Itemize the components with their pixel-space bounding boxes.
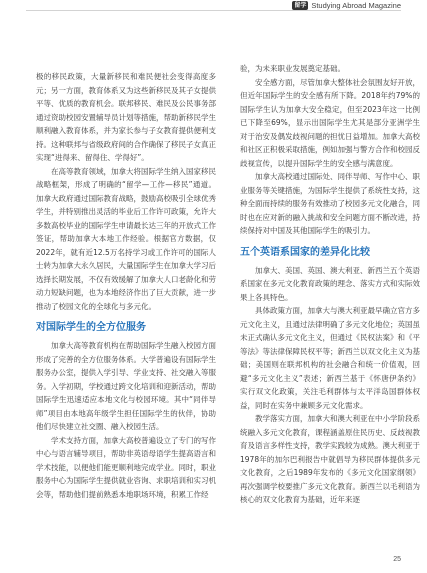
paragraph: 验，为未来职业发展奠定基础。	[240, 64, 345, 73]
left-column	[36, 70, 216, 501]
paragraph: 加拿大高等教育机构在帮助国际学生融入校园方面形成了完善的全方位服务体系。大学普遍设有国际学生服务办公室，提供入学引导、学业支持、社交融入等服务。入学初期，学校通过跨文化培训和迎新活动，帮助国际学生迅速适应本地文化与校园环境。其中“同伴导师”项目由本地高年级学生担任国际学生的伙伴，协助他们尽快建立社交圈、融入校园生活。	[36, 341, 216, 431]
section-title: 五个英语系国家的差异化比较	[240, 246, 370, 258]
paragraph: 学术支持方面，加拿大高校普遍设立了专门的写作中心与语言辅导项目，帮助非英语母语学生提高语言和学术技能，以便他们能更顺利地完成学业。同时，职业服务中心为国际学生提供就业咨询、求职培训和实习机会等，帮助他们提前熟悉本地职场环境，积累工作经	[36, 435, 216, 499]
paragraph: 在高等教育领域，加拿大将国际学生纳入国家移民战略框架，形成了明确的“留学—工作—移民”通道。加拿大政府通过国际教育战略，鼓励高校吸引全球优秀学生，并特别推出灵活的毕业后工作许可政策，允许大多数高校毕业的国际学生申请最长达三年的开放式工作签证，帮助加拿大本地工作经验。根据官方数据，仅2022年，就有近12.5万名持学习或工作许可的国际人士转为加拿大永久居民，大量国际学生在加拿大学习后选择长期发展，不仅有效缓解了加拿大人口老龄化和劳动力短缺问题，也为本地经济作出了巨大贡献，进一步推动了校园文化的全球化与多元化。	[36, 166, 216, 311]
paragraph: 安全感方面，尽管加拿大整体社会氛围友好开放，但近年国际学生的安全感有所下降。2018年约79%的国际学生认为加拿大安全稳定，但至2023年这一比例已下降至69%，显示出国际学生尤其是部分亚洲学生对于治安及偶发歧视问题的担忧日益增加。加拿大高校和社区正积极采取措施，例如加强与警方合作和校园反歧视宣传，以提升国际学生的安全感与满意度。	[240, 77, 420, 168]
magazine-title: Studying Abroad Magazine	[311, 1, 401, 10]
magazine-header	[288, 1, 401, 10]
paragraph: 教学落实方面，加拿大和澳大利亚在中小学阶段系统融入多元文化教育，课程涵盖原住民历史、反歧视教育及语言多样性支持，教学实践较为成熟。澳大利亚于1978年的加尔巴利报告中就倡导为移民群体提供多元文化教育，之后1989年发布的《多元文化国家纲领》再次强调学校要推广多元文化教育。新西兰以毛利语为核心的双文化教育为基础，近年来逐	[240, 414, 420, 504]
paragraph: 极的移民政策，大量新移民和难民便社会变得高度多元；另一方面，教育体系又为这些新移民及其子女提供平等、优质的教育机会。联邦移民、难民及公民事务部通过资助校园安置辅导员计划等措施，帮助新移民学生顺利融入教育体系，并为家长参与子女教育提供便利支持。这种联邦与省级政府间的合作确保了移民子女真正实现“进得来、留得住、学得好”。	[36, 72, 216, 162]
paragraph: 加拿大、美国、英国、澳大利亚、新西兰五个英语系国家在多元文化教育政策的理念、落实方式和实际效果上各具特色。	[240, 265, 420, 302]
magazine-logo: 留学	[294, 2, 307, 9]
header-rule	[26, 10, 401, 11]
section-title: 对国际学生的全方位服务	[36, 322, 146, 333]
page-number: 25	[393, 556, 401, 563]
paragraph: 具体政策方面，加拿大与澳大利亚最早确立官方多元文化主义，且通过法律明确了多元文化地位；英国虽未正式确认多元文化主义，但通过《民权法案》和《平等法》等法律保障民权平等；新西兰以双文化主义为基础；美国则在联邦机构的社会融合和统一价值观，回避“多元文化主义”表述；新西兰基于《怀唐伊条约》实行双文化政策，关注毛利群体与太平洋岛国群体权益，同时在实务中兼顾多元文化需求。	[240, 306, 420, 410]
right-column	[240, 62, 420, 507]
paragraph: 加拿大高校通过国际处、同伴导师、写作中心、职业服务等关键措施，为国际学生提供了系统性支持，这种全面而持续的服务有效推动了校园多元文化融合，同时也在应对新的融入挑战和安全问题方面不断改进，持续保持对中国及其他国际学生的吸引力。	[240, 172, 420, 235]
